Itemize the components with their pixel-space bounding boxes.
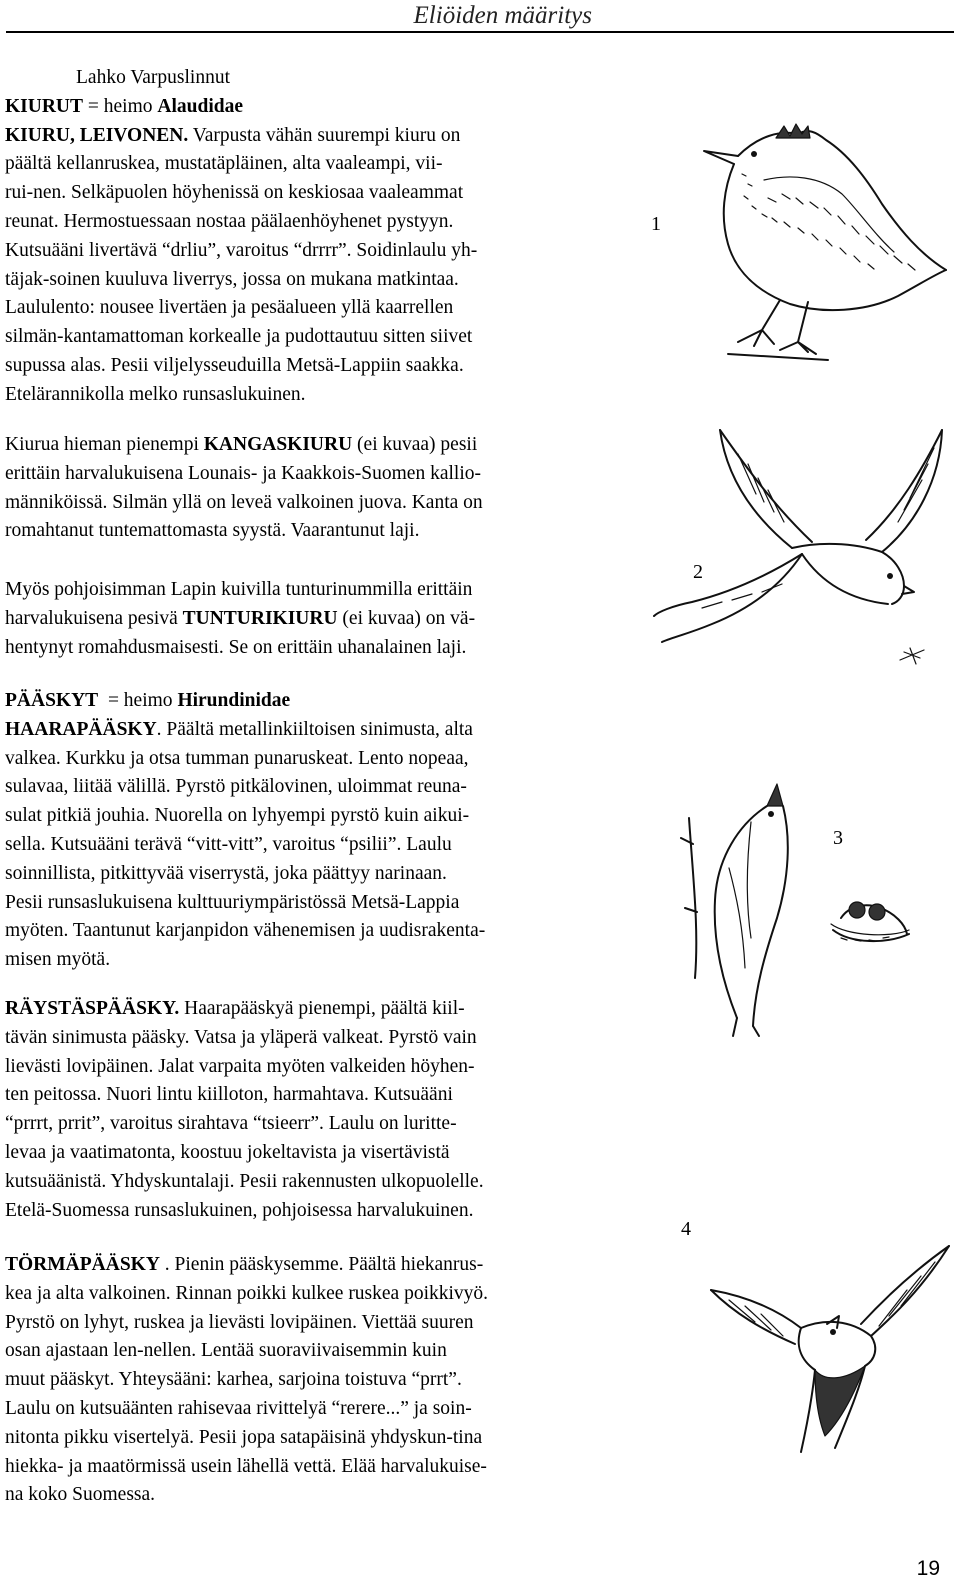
swallow-perched-illustration [655,778,915,1038]
paragraph-line: hentynyt romahdusmaisesti. Se on erittäin uhanalainen laji. [5,636,467,658]
order-label: Lahko Varpuslinnut [76,67,231,88]
family-eq: = heimo [83,95,158,117]
tormapaasky-section [5,1251,615,1510]
paragraph-line: valkea. Kurkku ja otsa tumman punaruskeat. Lento nopeaa, [5,747,469,769]
family-heading-paaskyt [5,687,615,716]
paragraph-line: soinnillista, pitkittyvää viserrystä, joka päättyy narinaan. [5,862,447,884]
figure-number-3: 3 [833,827,843,849]
paragraph-line: HAARAPÄÄSKY. Päältä metallinkiiltoisen sinimusta, alta [5,718,473,740]
paragraph-line: täjak-soinen kuuluva liverrys, jossa on mukana matkintaa. [5,268,459,290]
paragraph-line: muut pääskyt. Yhteysääni: karhea, sarjoina toistuva “prrt”. [5,1369,462,1391]
paaskyt-section [5,687,615,975]
paragraph-line: TÖRMÄPÄÄSKY . Pienin pääskysemme. Päältä hiekanrus- [5,1254,484,1275]
family-eq: = heimo [98,690,178,711]
paragraph-line: sella. Kutsuääni terävä “vitt-vitt”, varoitus “psilii”. Laulu [5,833,452,855]
family-latin: Alaudidae [157,95,243,117]
paragraph-line: kea ja alta valkoinen. Rinnan poikki kulkee ruskea poikkivyö. [5,1282,489,1304]
paragraph-line: nitonta pikku visertelyä. Pesii jopa satapäisinä yhdyskun-tina [5,1426,483,1448]
species-name: HAARAPÄÄSKY [5,718,157,740]
paragraph-line: Pyrstö on lyhyt, ruskea ja lievästi lovipäinen. Viettää suuren [5,1311,474,1333]
paragraph-line: supussa alas. Pesii viljelysseuduilla Metsä-Lappiin saakka. [5,354,464,376]
paragraph-line: ten peitossa. Nuori lintu kiilloton, harmahtava. Kutsuääni [5,1084,453,1106]
paragraph-line: erittäin harvalukuisena Lounais- ja Kaakkois-Suomen kallio- [5,462,481,484]
paragraph-line: tävän sinimusta pääsky. Vatsa ja yläperä valkeat. Pyrstö vain [5,1026,477,1048]
paragraph-line: lievästi lovipäinen. Jalat varpaita myöten valkeiden höyhen- [5,1055,475,1077]
tunturikiuru-section [5,576,615,662]
family-latin: Hirundinidae [177,690,291,711]
species-name: TUNTURIKIURU [182,607,338,629]
paragraph-line: päältä kellanruskea, mustatäpläinen, alta vaaleampi, vii- [5,153,443,175]
species-name: KANGASKIURU [203,434,353,455]
family-heading-kiurut [5,93,615,122]
paragraph-line: osan ajastaan len-nellen. Lentää suoraviivaisemmin kuin [5,1340,447,1362]
paragraph-line: Laululento: nousee livertäen ja pesäalueen yllä kaarrellen [5,297,454,319]
family-name: PÄÄSKYT [5,690,99,711]
figure-number-1: 1 [651,213,661,235]
paragraph-line: sulat pitkiä jouhia. Nuorella on lyhyempi pyrstö kuin aikui- [5,805,470,827]
sand-martin-illustration [705,1220,955,1460]
paragraph-line: harvalukuisena pesivä TUNTURIKIURU (ei kuvaa) on vä- [5,607,476,629]
lark-illustration [698,118,950,368]
paragraph-line: RÄYSTÄSPÄÄSKY. Haarapääskyä pienempi, päältä kiil- [5,998,465,1019]
paragraph-line: misen myötä. [5,949,111,971]
paragraph-line: Etelärannikolla melko runsaslukuinen. [5,383,306,405]
kiurut-section [5,64,615,410]
species-name: TÖRMÄPÄÄSKY [5,1254,160,1275]
page-number: 19 [916,1557,940,1580]
species-name: RÄYSTÄSPÄÄSKY. [5,998,180,1019]
header-rule [6,31,954,33]
raystaspaasky-section [5,995,615,1225]
paragraph-line: Kutsuääni livertävä “drliu”, varoitus “drrrr”. Soidinlaulu yh- [5,239,478,261]
paragraph-line: rui-nen. Selkäpuolen höyhenissä on keskiosaa vaaleammat [5,182,464,204]
paragraph-line: hiekka- ja maatörmissä usein lähellä vettä. Elää harvalukuise- [5,1455,487,1477]
paragraph-line: Pesii runsaslukuisena kulttuuriympäristössä Metsä-Lappia [5,891,460,913]
paragraph-line: myöten. Taantunut karjanpidon vähenemisen ja uudisrakenta- [5,920,486,942]
figure-number-2: 2 [693,561,703,583]
swallow-flying-illustration [652,424,952,674]
paragraph-line: romahtanut tuntemattomasta syystä. Vaarantunut laji. [5,520,420,542]
paragraph-line: silmän-kantamattoman korkealle ja pudottautuu sitten siivet [5,326,473,348]
paragraph-line: männiköissä. Silmän yllä on leveä valkoinen juova. Kanta on [5,491,483,513]
paragraph-line: kutsuäänistä. Yhdyskuntalaji. Pesii rakennusten ulkopuolelle. [5,1170,484,1192]
figure-number-4: 4 [681,1218,691,1240]
paragraph-line: Myös pohjoisimman Lapin kuivilla tunturinummilla erittäin [5,579,473,600]
paragraph-line: Etelä-Suomessa runsaslukuinen, pohjoisessa harvalukuinen. [5,1199,474,1221]
paragraph-line: sulavaa, liitää välillä. Pyrstö pitkälovinen, uloimmat reuna- [5,776,467,798]
paragraph-line: levaa ja vaatimatonta, koostuu jokeltavista ja visertävistä [5,1141,450,1163]
paragraph-line: Laulu on kutsuäänten rahisevaa rivittelyä “rerere...” ja soin- [5,1397,472,1419]
page-header-title: Eliöiden määritys [413,2,592,29]
kangaskiuru-section [5,431,615,546]
paragraph-line: Kiurua hieman pienempi KANGASKIURU (ei kuvaa) pesii [5,434,478,455]
species-name: KIURU, LEIVONEN. [5,124,189,146]
paragraph-line: “prrrt, prrit”, varoitus sirahtava “tsieerr”. Laulu on luritte- [5,1113,457,1135]
paragraph-line: na koko Suomessa. [5,1484,156,1506]
paragraph-line: KIURU, LEIVONEN. Varpusta vähän suurempi kiuru on [5,124,461,146]
family-name: KIURUT [5,95,84,117]
paragraph-line: reunat. Hermostuessaan nostaa päälaenhöyhenet pystyyn. [5,210,454,232]
